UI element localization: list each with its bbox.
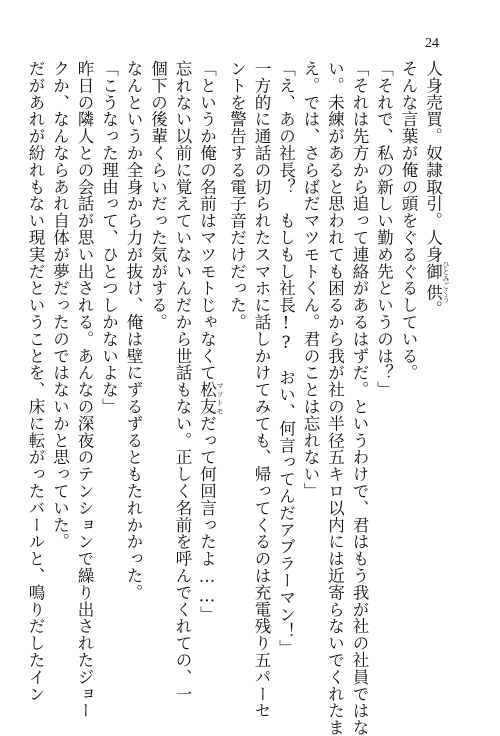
text-line-15: 昨日の隣人との会話が思い出される。あんなの深夜のテンションで繰り出されたジョー bbox=[75, 60, 94, 720]
body-text bbox=[26, 60, 450, 736]
furigana-reading: ひとみごくう bbox=[442, 260, 450, 303]
text-line-7: 「え、あの社長？ もしもし社長!? おい、何言ってんだアブラーマン！」 bbox=[276, 60, 296, 657]
furigana-reading: マツトモ bbox=[216, 381, 224, 415]
text-line-13: なんというか全身から力が抜け、俺は壁にずるずるともたれかかった。 bbox=[124, 60, 143, 601]
furigana-ruby: 御供 ひとみごくう bbox=[423, 260, 450, 303]
text-line-2: そんな言葉が俺の頭をぐるぐるしている。 bbox=[399, 60, 418, 382]
text-line-14: 「こうなった理由って、ひとつしかないよな」 bbox=[99, 60, 119, 415]
text-line-11: 忘れない以前に覚えていないんだから世話もない。正しく名前を呼んでくれての、一 bbox=[173, 60, 192, 703]
text-line-12: 個下の後輩くらいだった気がする。 bbox=[148, 60, 168, 331]
text-line-10: 「というか俺の名前はマツモトじゃなくて松友 マツトモだって何回言ったよ……」 bbox=[197, 60, 224, 623]
text-line-17: だがあれが紛れもない現実だということを、床に転がったバールと、鳴りだしたイン bbox=[26, 60, 45, 703]
text-line-16: クか、なんならあれ自体が夢だったのではないかと思っていた。 bbox=[50, 60, 70, 551]
text-line-3: 「それで、私の新しい勤め先というのは？」 bbox=[374, 60, 394, 398]
text-line-1: 人身売買。奴隷取引。人身御供 ひとみごくう。 bbox=[423, 60, 450, 318]
furigana-ruby: 松友 マツトモ bbox=[197, 381, 224, 415]
text-line-6: え。では、さらばだマツモトくん。君のことは忘れない」 bbox=[301, 60, 320, 500]
page-number: 24 bbox=[425, 36, 439, 51]
text-line-5: い。未練があると思われても困るから我が社の半径五キロ以内には近寄らないでくれたま bbox=[325, 60, 345, 736]
text-line-4: 「それは先方から追って連絡があるはずだ。というわけで、君はもう我が社の社員ではな bbox=[350, 60, 369, 736]
text-line-9: ントを警告する電子音だけだった。 bbox=[227, 60, 247, 331]
text-line-8: 一方的に通話の切られたスマホに話しかけてみても、帰ってくるのは充電残り五パーセ bbox=[252, 60, 271, 720]
